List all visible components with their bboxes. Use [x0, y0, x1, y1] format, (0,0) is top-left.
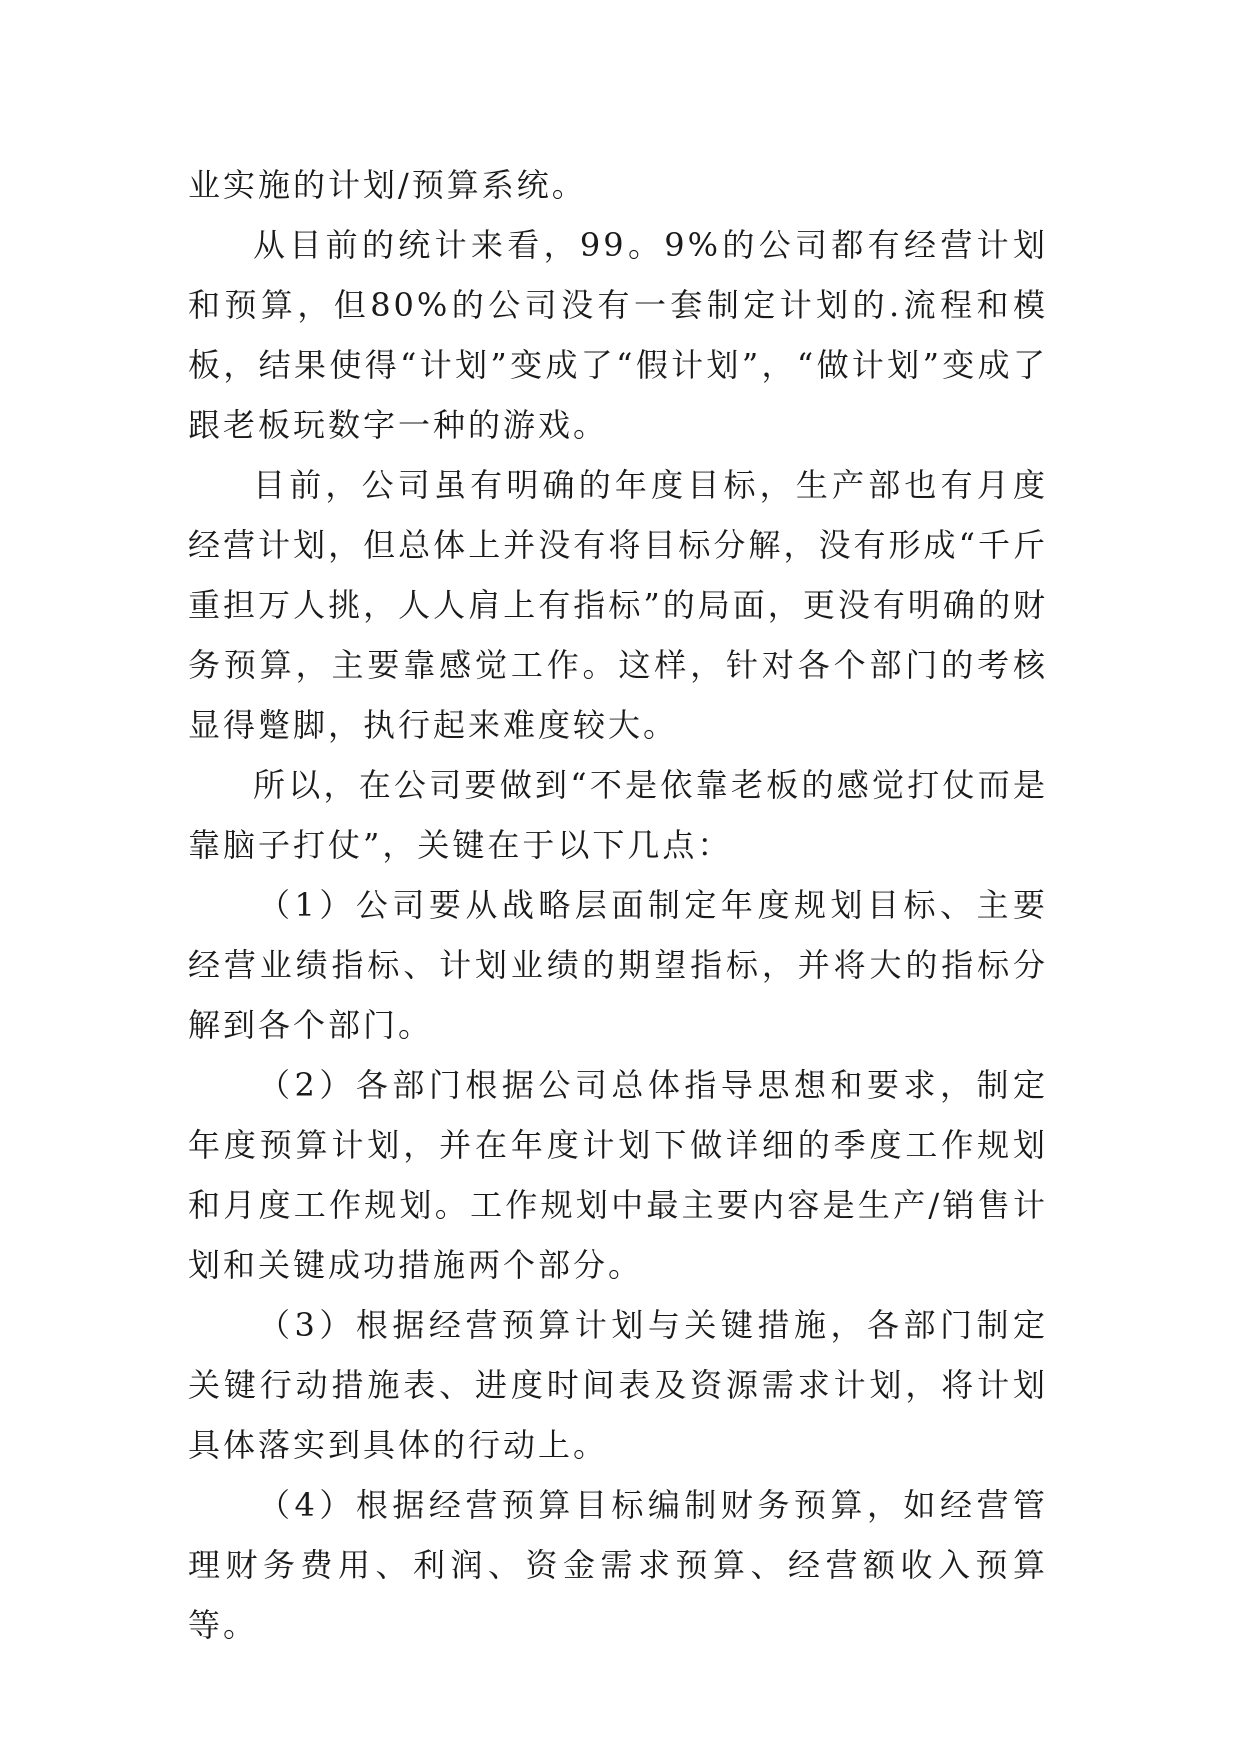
document-body [188, 155, 1048, 1655]
paragraph-continuation: 业实施的计划/预算系统。 [188, 166, 587, 204]
list-item-4: （4）根据经营预算目标编制财务预算，如经营管理财务费用、利润、资金需求预算、经营额收入预算等。 [188, 1486, 1048, 1644]
list-item-2: （2）各部门根据公司总体指导思想和要求，制定年度预算计划，并在年度计划下做详细的季度工作规划和月度工作规划。工作规划中最主要内容是生产/销售计划和关键成功措施两个部分。 [188, 1066, 1048, 1284]
list-item-1: （1）公司要从战略层面制定年度规划目标、主要经营业绩指标、计划业绩的期望指标，并将大的指标分解到各个部门。 [188, 886, 1048, 1044]
paragraph-key-points-intro: 所以，在公司要做到“不是依靠老板的感觉打仗而是靠脑子打仗”，关键在于以下几点： [188, 766, 1048, 864]
paragraph-current-situation: 目前，公司虽有明确的年度目标，生产部也有月度经营计划，但总体上并没有将目标分解，没有形成“千斤重担万人挑，人人肩上有指标”的局面，更没有明确的财务预算，主要靠感觉工作。这样，针对各个部门的考核显得蹩脚，执行起来难度较大。 [188, 466, 1048, 744]
list-item-3: （3）根据经营预算计划与关键措施，各部门制定关键行动措施表、进度时间表及资源需求计划，将计划具体落实到具体的行动上。 [188, 1306, 1048, 1464]
paragraph-statistics: 从目前的统计来看，99。9%的公司都有经营计划和预算，但80%的公司没有一套制定计划的.流程和模板，结果使得“计划”变成了“假计划”，“做计划”变成了跟老板玩数字一种的游戏。 [188, 226, 1048, 444]
